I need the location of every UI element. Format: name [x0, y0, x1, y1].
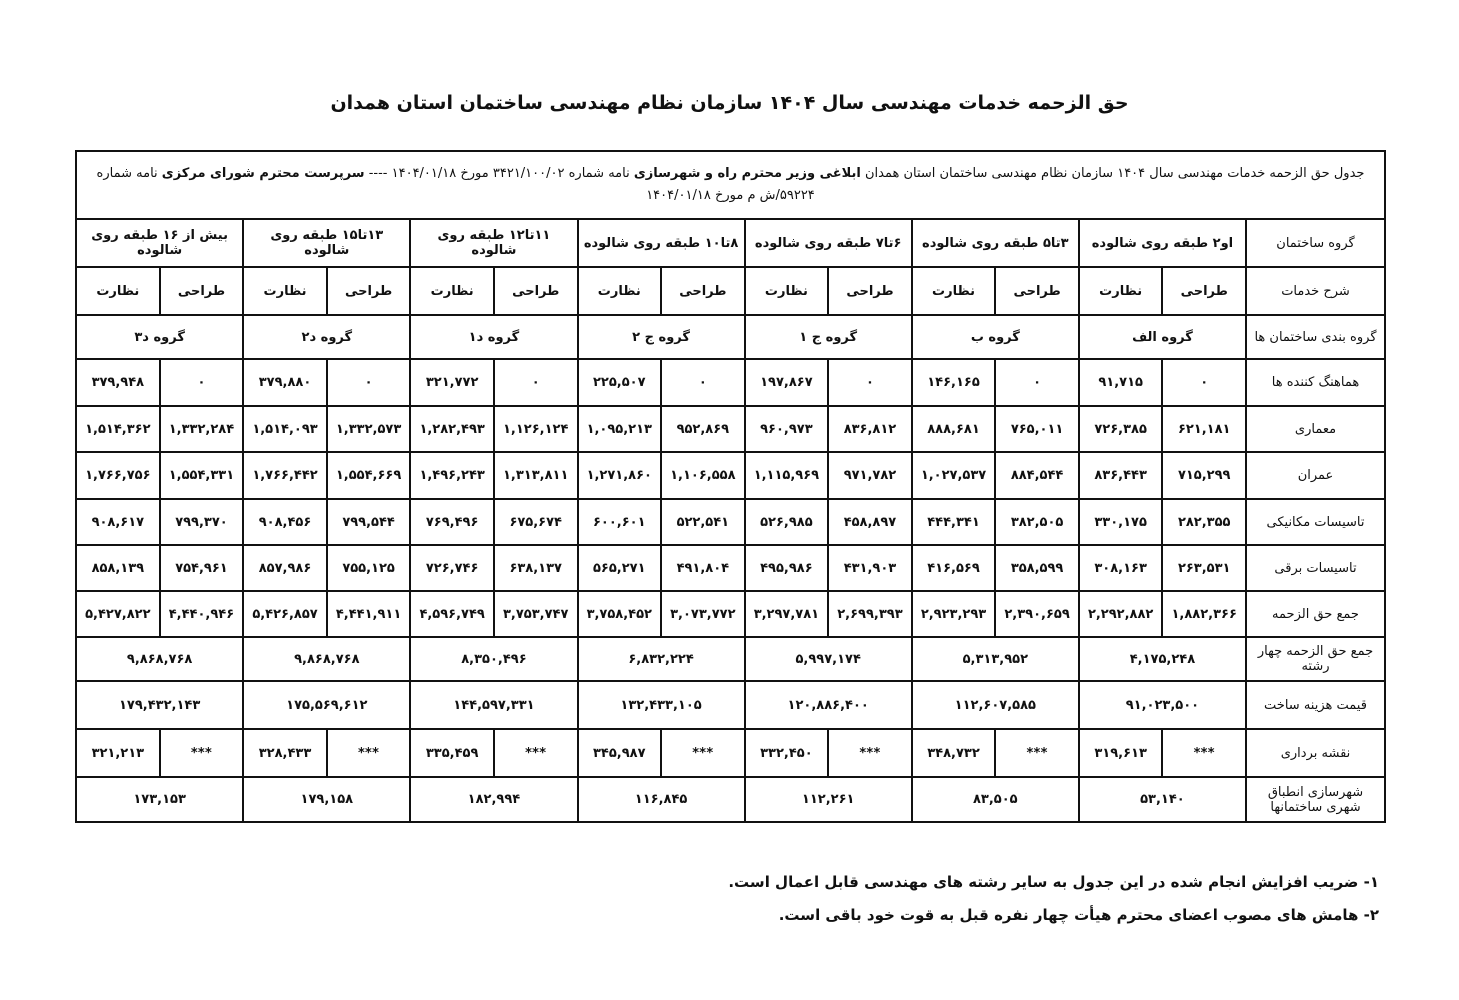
- coordinator-design-cell: ۰: [327, 359, 411, 406]
- survey-supervision-cell: ۳۳۲,۴۵۰: [745, 729, 829, 777]
- label-mechanical: تاسیسات مکانیکی: [1246, 499, 1385, 545]
- coordinator-supervision-cell: ۱۴۶,۱۶۵: [912, 359, 996, 406]
- mechanical-supervision-cell: ۹۰۸,۴۵۶: [243, 499, 327, 545]
- civil-design-cell: ۱,۵۵۴,۳۳۱: [160, 452, 244, 499]
- row-architecture: [76, 406, 1385, 452]
- cost-cell: ۱۱۲,۶۰۷,۵۸۵: [912, 681, 1079, 729]
- label-total: جمع حق الزحمه: [1246, 591, 1385, 637]
- survey-design-cell: ***: [494, 729, 578, 777]
- survey-design-cell: ***: [661, 729, 745, 777]
- cost-cell: ۱۳۲,۴۳۳,۱۰۵: [578, 681, 745, 729]
- coordinator-design-cell: ۰: [828, 359, 912, 406]
- survey-design-cell: ***: [828, 729, 912, 777]
- survey-supervision-cell: ۳۴۵,۹۸۷: [578, 729, 662, 777]
- civil-supervision-cell: ۱,۷۶۶,۷۵۶: [76, 452, 160, 499]
- mechanical-design-cell: ۲۸۲,۳۵۵: [1162, 499, 1246, 545]
- label-architecture: معماری: [1246, 406, 1385, 452]
- total4-cell: ۹,۸۶۸,۷۶۸: [243, 637, 410, 681]
- header-row-service: [76, 267, 1385, 315]
- header-row-building-group: [76, 219, 1385, 267]
- group-class: گروه ب: [912, 315, 1079, 359]
- architecture-supervision-cell: ۱,۵۱۴,۳۶۲: [76, 406, 160, 452]
- architecture-supervision-cell: ۷۲۶,۳۸۵: [1079, 406, 1163, 452]
- survey-supervision-cell: ۳۴۸,۷۳۲: [912, 729, 996, 777]
- group-class: گروه د۲: [243, 315, 410, 359]
- intro-text-3: نامه شماره ۳۴۲۱/۱۰۰/۰۲ مورخ ۱۴۰۴/۰۱/۱۸ ----: [364, 166, 634, 181]
- total-design-cell: ۳,۰۷۳,۷۷۲: [661, 591, 745, 637]
- civil-design-cell: ۹۷۱,۷۸۲: [828, 452, 912, 499]
- total-design-cell: ۴,۴۴۰,۹۴۶: [160, 591, 244, 637]
- mechanical-supervision-cell: ۵۲۶,۹۸۵: [745, 499, 829, 545]
- fee-table: [75, 150, 1386, 823]
- survey-supervision-cell: ۳۳۵,۴۵۹: [410, 729, 494, 777]
- group-header: بیش از ۱۶ طبقه روی شالوده: [76, 219, 243, 267]
- architecture-supervision-cell: ۸۸۸,۶۸۱: [912, 406, 996, 452]
- architecture-design-cell: ۱,۳۳۲,۵۷۳: [327, 406, 411, 452]
- survey-design-cell: ***: [995, 729, 1079, 777]
- civil-supervision-cell: ۱,۴۹۶,۲۴۳: [410, 452, 494, 499]
- coordinator-design-cell: ۰: [1162, 359, 1246, 406]
- electrical-design-cell: ۷۵۴,۹۶۱: [160, 545, 244, 591]
- mechanical-design-cell: ۳۸۲,۵۰۵: [995, 499, 1079, 545]
- total-supervision-cell: ۲,۹۲۳,۲۹۳: [912, 591, 996, 637]
- label-coordinator: هماهنگ کننده ها: [1246, 359, 1385, 406]
- group-class: گروه ج ۲: [578, 315, 745, 359]
- label-civil: عمران: [1246, 452, 1385, 499]
- footnotes: [728, 866, 1379, 932]
- total4-cell: ۶,۸۳۲,۲۲۴: [578, 637, 745, 681]
- electrical-supervision-cell: ۳۰۸,۱۶۳: [1079, 545, 1163, 591]
- survey-supervision-cell: ۳۲۸,۴۳۳: [243, 729, 327, 777]
- coordinator-supervision-cell: ۱۹۷,۸۶۷: [745, 359, 829, 406]
- total-supervision-cell: ۳,۷۵۸,۴۵۲: [578, 591, 662, 637]
- group-header: ۶تا۷ طبقه روی شالوده: [745, 219, 912, 267]
- urban-cell: ۱۷۳,۱۵۳: [76, 777, 243, 822]
- mechanical-design-cell: ۷۹۹,۳۷۰: [160, 499, 244, 545]
- intro-text-5: نامه شماره ۵۹۲۲۴/ش م مورخ ۱۴۰۴/۰۱/۱۸: [96, 166, 815, 203]
- coordinator-design-cell: ۰: [661, 359, 745, 406]
- header-row-classification: [76, 315, 1385, 359]
- table-intro: [76, 151, 1385, 219]
- urban-cell: ۱۷۹,۱۵۸: [243, 777, 410, 822]
- electrical-design-cell: ۷۵۵,۱۲۵: [327, 545, 411, 591]
- design-header: طراحی: [995, 267, 1079, 315]
- mechanical-supervision-cell: ۶۰۰,۶۰۱: [578, 499, 662, 545]
- coordinator-design-cell: ۰: [995, 359, 1079, 406]
- coordinator-supervision-cell: ۳۷۹,۸۸۰: [243, 359, 327, 406]
- cost-cell: ۱۴۴,۵۹۷,۳۳۱: [410, 681, 577, 729]
- supervision-header: نظارت: [76, 267, 160, 315]
- row-civil: [76, 452, 1385, 499]
- mechanical-supervision-cell: ۴۴۴,۳۴۱: [912, 499, 996, 545]
- mechanical-supervision-cell: ۹۰۸,۶۱۷: [76, 499, 160, 545]
- civil-design-cell: ۱,۳۱۳,۸۱۱: [494, 452, 578, 499]
- electrical-supervision-cell: ۸۵۸,۱۳۹: [76, 545, 160, 591]
- urban-cell: ۱۱۲,۲۶۱: [745, 777, 912, 822]
- architecture-supervision-cell: ۱,۰۹۵,۲۱۳: [578, 406, 662, 452]
- row-mechanical: [76, 499, 1385, 545]
- label-survey: نقشه برداری: [1246, 729, 1385, 777]
- electrical-design-cell: ۳۵۸,۵۹۹: [995, 545, 1079, 591]
- electrical-supervision-cell: ۷۲۶,۷۴۶: [410, 545, 494, 591]
- urban-cell: ۵۳,۱۴۰: [1079, 777, 1246, 822]
- group-class: گروه د۳: [76, 315, 243, 359]
- intro-minister: ابلاغی وزیر محترم راه و شهرسازی: [633, 166, 861, 181]
- group-class: گروه ج ۱: [745, 315, 912, 359]
- survey-design-cell: ***: [327, 729, 411, 777]
- coordinator-supervision-cell: ۲۲۵,۵۰۷: [578, 359, 662, 406]
- group-header: او۲ طبقه روی شالوده: [1079, 219, 1246, 267]
- architecture-design-cell: ۸۳۶,۸۱۲: [828, 406, 912, 452]
- label-cost: قیمت هزینه ساخت: [1246, 681, 1385, 729]
- row-electrical: [76, 545, 1385, 591]
- civil-design-cell: ۷۱۵,۲۹۹: [1162, 452, 1246, 499]
- row-total4: [76, 637, 1385, 681]
- design-header: طراحی: [327, 267, 411, 315]
- row-coordinator: [76, 359, 1385, 406]
- group-header: ۸تا۱۰ طبقه روی شالوده: [578, 219, 745, 267]
- supervision-header: نظارت: [578, 267, 662, 315]
- total-supervision-cell: ۴,۵۹۶,۷۴۹: [410, 591, 494, 637]
- architecture-design-cell: ۱,۱۲۶,۱۲۴: [494, 406, 578, 452]
- mechanical-design-cell: ۶۷۵,۶۷۴: [494, 499, 578, 545]
- architecture-design-cell: ۱,۳۳۲,۲۸۴: [160, 406, 244, 452]
- group-class: گروه الف: [1079, 315, 1246, 359]
- electrical-supervision-cell: ۵۶۵,۲۷۱: [578, 545, 662, 591]
- total-supervision-cell: ۵,۴۲۶,۸۵۷: [243, 591, 327, 637]
- design-header: طراحی: [160, 267, 244, 315]
- coordinator-design-cell: ۰: [160, 359, 244, 406]
- label-building-group: گروه ساختمان: [1246, 219, 1385, 267]
- architecture-supervision-cell: ۱,۲۸۲,۴۹۳: [410, 406, 494, 452]
- total-design-cell: ۱,۸۸۲,۳۶۶: [1162, 591, 1246, 637]
- label-urban: شهرسازی انطباق شهری ساختمانها: [1246, 777, 1385, 822]
- survey-supervision-cell: ۳۱۹,۶۱۳: [1079, 729, 1163, 777]
- total-design-cell: ۳,۷۵۳,۷۴۷: [494, 591, 578, 637]
- civil-design-cell: ۱,۱۰۶,۵۵۸: [661, 452, 745, 499]
- urban-cell: ۸۳,۵۰۵: [912, 777, 1079, 822]
- electrical-supervision-cell: ۸۵۷,۹۸۶: [243, 545, 327, 591]
- group-header: ۱۳تا۱۵ طبقه روی شالوده: [243, 219, 410, 267]
- electrical-supervision-cell: ۴۹۵,۹۸۶: [745, 545, 829, 591]
- architecture-supervision-cell: ۱,۵۱۴,۰۹۳: [243, 406, 327, 452]
- row-survey: [76, 729, 1385, 777]
- total4-cell: ۹,۸۶۸,۷۶۸: [76, 637, 243, 681]
- mechanical-design-cell: ۴۵۸,۸۹۷: [828, 499, 912, 545]
- design-header: طراحی: [494, 267, 578, 315]
- row-urban: [76, 777, 1385, 822]
- survey-design-cell: ***: [1162, 729, 1246, 777]
- page-title: حق الزحمه خدمات مهندسی سال ۱۴۰۴ سازمان نظام مهندسی ساختمان استان همدان: [330, 92, 1129, 114]
- cost-cell: ۱۷۵,۵۶۹,۶۱۲: [243, 681, 410, 729]
- row-cost: [76, 681, 1385, 729]
- mechanical-design-cell: ۷۹۹,۵۴۴: [327, 499, 411, 545]
- cost-cell: ۱۷۹,۴۳۲,۱۴۳: [76, 681, 243, 729]
- supervision-header: نظارت: [1079, 267, 1163, 315]
- total4-cell: ۴,۱۷۵,۲۴۸: [1079, 637, 1246, 681]
- mechanical-supervision-cell: ۷۶۹,۴۹۶: [410, 499, 494, 545]
- total-supervision-cell: ۲,۲۹۲,۸۸۲: [1079, 591, 1163, 637]
- total4-cell: ۵,۳۱۳,۹۵۲: [912, 637, 1079, 681]
- coordinator-supervision-cell: ۳۷۹,۹۴۸: [76, 359, 160, 406]
- note-1: ۱- ضریب افزایش انجام شده در این جدول به سایر رشته های مهندسی قابل اعمال است.: [728, 873, 1379, 891]
- intro-council: سرپرست محترم شورای مرکزی: [161, 166, 365, 181]
- intro-text-1: جدول حق الزحمه خدمات مهندسی سال ۱۴۰۴ سازمان نظام مهندسی ساختمان استان همدان: [860, 166, 1365, 181]
- mechanical-supervision-cell: ۳۳۰,۱۷۵: [1079, 499, 1163, 545]
- architecture-supervision-cell: ۹۶۰,۹۷۳: [745, 406, 829, 452]
- total-supervision-cell: ۳,۲۹۷,۷۸۱: [745, 591, 829, 637]
- urban-cell: ۱۱۶,۸۴۵: [578, 777, 745, 822]
- supervision-header: نظارت: [410, 267, 494, 315]
- electrical-design-cell: ۴۳۱,۹۰۳: [828, 545, 912, 591]
- total4-cell: ۵,۹۹۷,۱۷۴: [745, 637, 912, 681]
- civil-design-cell: ۱,۵۵۴,۶۶۹: [327, 452, 411, 499]
- survey-supervision-cell: ۳۲۱,۲۱۳: [76, 729, 160, 777]
- civil-supervision-cell: ۱,۱۱۵,۹۶۹: [745, 452, 829, 499]
- design-header: طراحی: [1162, 267, 1246, 315]
- survey-design-cell: ***: [160, 729, 244, 777]
- note-2: ۲- هامش های مصوب اعضای محترم هیأت چهار نفره قبل به قوت خود باقی است.: [778, 906, 1379, 924]
- cost-cell: ۹۱,۰۲۳,۵۰۰: [1079, 681, 1246, 729]
- group-class: گروه د۱: [410, 315, 577, 359]
- row-total: [76, 591, 1385, 637]
- total-design-cell: ۲,۶۹۹,۳۹۳: [828, 591, 912, 637]
- civil-supervision-cell: ۸۳۶,۴۴۳: [1079, 452, 1163, 499]
- label-electrical: تاسیسات برقی: [1246, 545, 1385, 591]
- cost-cell: ۱۲۰,۸۸۶,۴۰۰: [745, 681, 912, 729]
- coordinator-supervision-cell: ۳۲۱,۷۷۲: [410, 359, 494, 406]
- architecture-design-cell: ۶۲۱,۱۸۱: [1162, 406, 1246, 452]
- label-classification: گروه بندی ساختمان ها: [1246, 315, 1385, 359]
- total4-cell: ۸,۳۵۰,۴۹۶: [410, 637, 577, 681]
- mechanical-design-cell: ۵۲۲,۵۴۱: [661, 499, 745, 545]
- electrical-supervision-cell: ۴۱۶,۵۶۹: [912, 545, 996, 591]
- civil-supervision-cell: ۱,۰۲۷,۵۳۷: [912, 452, 996, 499]
- civil-supervision-cell: ۱,۲۷۱,۸۶۰: [578, 452, 662, 499]
- group-header: ۳تا۵ طبقه روی شالوده: [912, 219, 1079, 267]
- coordinator-supervision-cell: ۹۱,۷۱۵: [1079, 359, 1163, 406]
- total-design-cell: ۴,۴۴۱,۹۱۱: [327, 591, 411, 637]
- civil-design-cell: ۸۸۴,۵۴۴: [995, 452, 1079, 499]
- coordinator-design-cell: ۰: [494, 359, 578, 406]
- electrical-design-cell: ۲۶۳,۵۳۱: [1162, 545, 1246, 591]
- design-header: طراحی: [661, 267, 745, 315]
- label-service-desc: شرح خدمات: [1246, 267, 1385, 315]
- total-supervision-cell: ۵,۴۲۷,۸۲۲: [76, 591, 160, 637]
- label-total4: جمع حق الزحمه چهار رشته: [1246, 637, 1385, 681]
- civil-supervision-cell: ۱,۷۶۶,۴۴۲: [243, 452, 327, 499]
- design-header: طراحی: [828, 267, 912, 315]
- supervision-header: نظارت: [745, 267, 829, 315]
- urban-cell: ۱۸۲,۹۹۴: [410, 777, 577, 822]
- electrical-design-cell: ۶۳۸,۱۳۷: [494, 545, 578, 591]
- fee-table-container: [75, 150, 1386, 823]
- supervision-header: نظارت: [243, 267, 327, 315]
- total-design-cell: ۲,۳۹۰,۶۵۹: [995, 591, 1079, 637]
- architecture-design-cell: ۹۵۲,۸۶۹: [661, 406, 745, 452]
- electrical-design-cell: ۴۹۱,۸۰۴: [661, 545, 745, 591]
- group-header: ۱۱تا۱۲ طبقه روی شالوده: [410, 219, 577, 267]
- supervision-header: نظارت: [912, 267, 996, 315]
- architecture-design-cell: ۷۶۵,۰۱۱: [995, 406, 1079, 452]
